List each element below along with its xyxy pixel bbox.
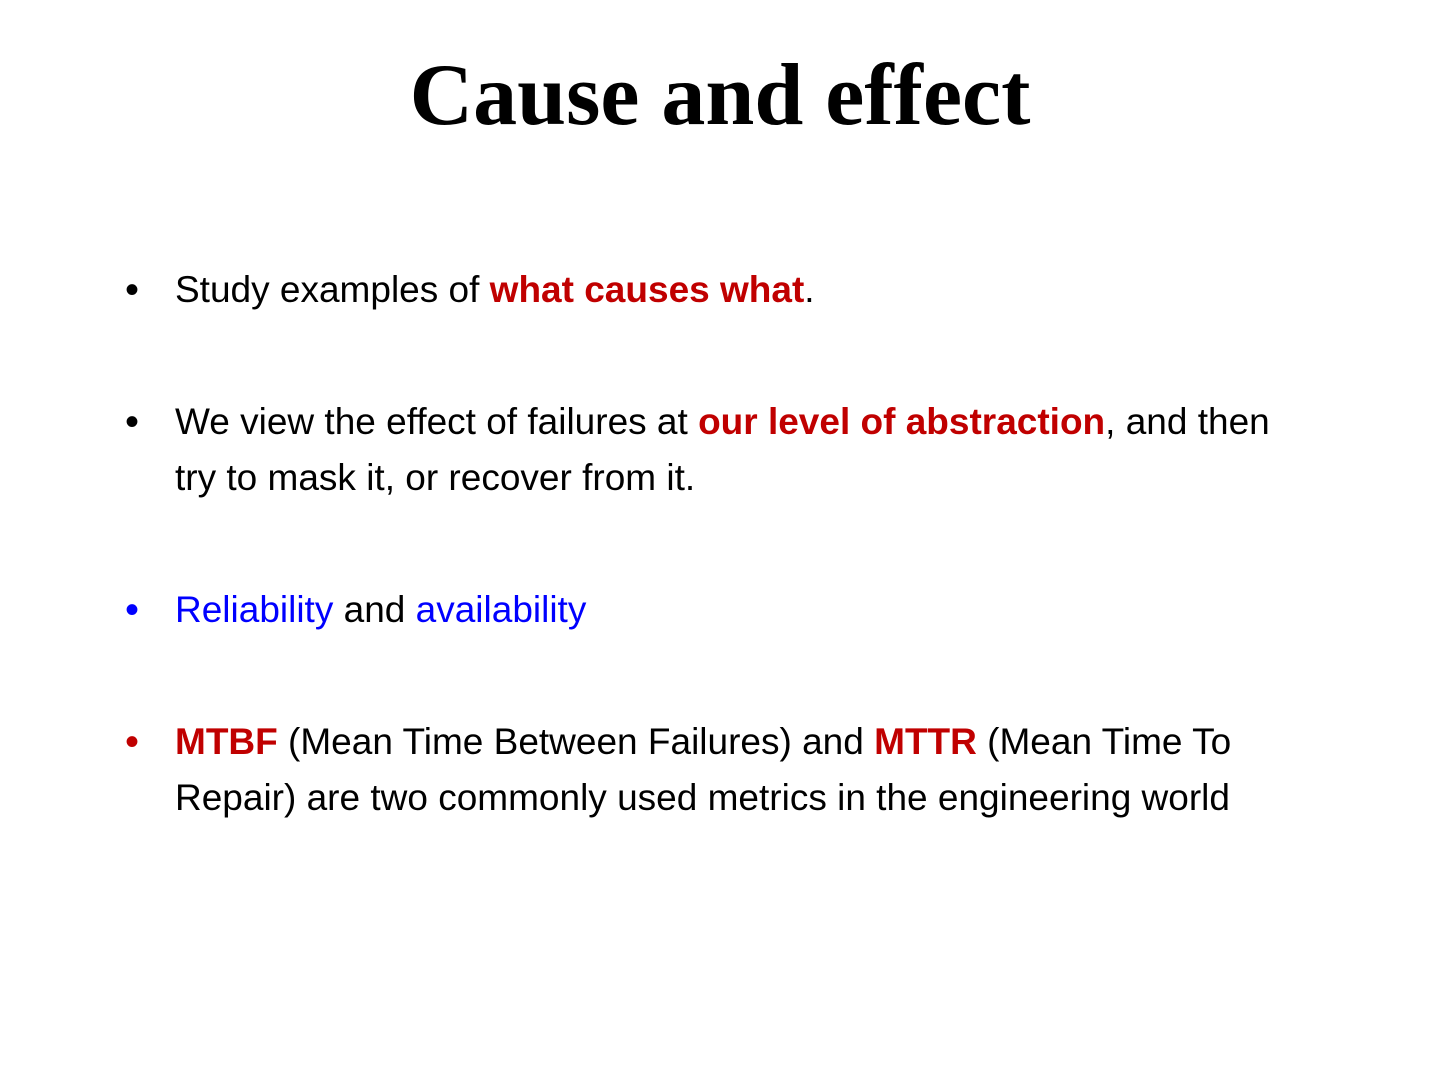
bullet-item-1 xyxy=(122,262,1282,318)
bullet-text-plain: Study examples of xyxy=(175,269,490,310)
bullet-text xyxy=(175,714,1282,826)
bullet-dot-icon: • xyxy=(124,720,139,764)
bullet-text xyxy=(175,262,1282,318)
bullet-text-plain: We view the effect of failures at xyxy=(175,401,699,442)
bullet-text-acronym: MTBF xyxy=(175,721,278,762)
bullet-dot-icon: • xyxy=(124,268,139,312)
bullet-text-highlight: our level of abstraction xyxy=(698,401,1106,442)
bullet-text-plain: and xyxy=(333,589,416,630)
bullet-text xyxy=(175,394,1282,506)
bullet-item-4 xyxy=(122,714,1282,826)
bullet-dot-icon: • xyxy=(124,400,139,444)
bullet-text-plain: (Mean Time To Repair) are two commonly used metrics in the engineering world xyxy=(175,721,1232,818)
bullet-text-term: Reliability xyxy=(175,589,334,630)
bullet-text-term: availability xyxy=(415,589,587,630)
bullet-text-plain: (Mean Time Between Failures) and xyxy=(277,721,875,762)
bullet-dot-icon: • xyxy=(124,588,139,632)
bullet-text-acronym: MTTR xyxy=(874,721,977,762)
bullet-text-plain: , and then try to mask it, or recover from it. xyxy=(175,401,1270,498)
bullet-text-plain: . xyxy=(804,269,815,310)
bullet-list xyxy=(122,262,1282,902)
bullet-item-2 xyxy=(122,394,1282,506)
bullet-text-highlight: what causes what xyxy=(489,269,805,310)
slide-title: Cause and effect xyxy=(409,47,1031,144)
bullet-item-3 xyxy=(122,582,1282,638)
bullet-text xyxy=(175,582,1282,638)
